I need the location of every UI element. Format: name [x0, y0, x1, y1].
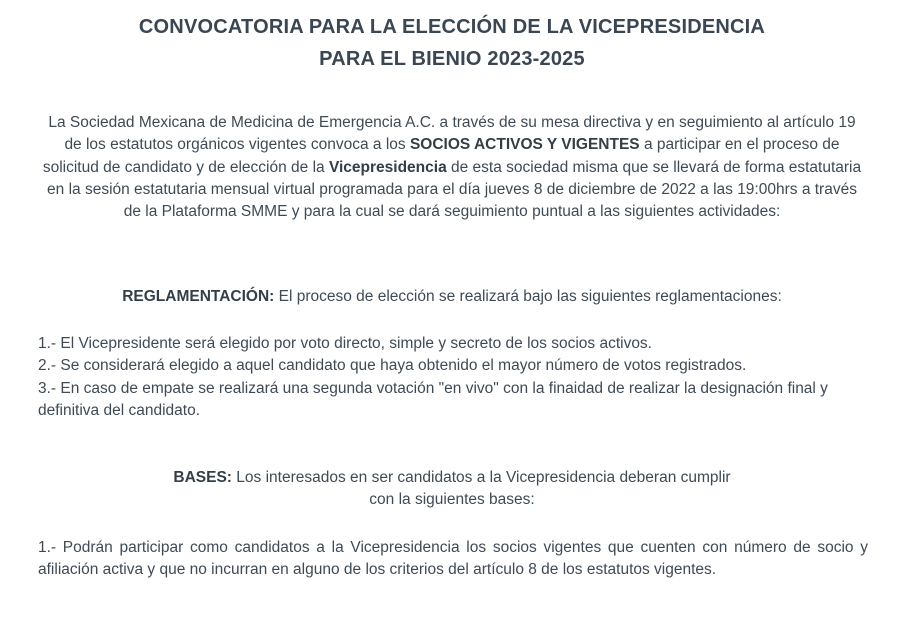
bases-text-line-2: con la siguientes bases: — [369, 491, 535, 509]
intro-paragraph — [40, 112, 864, 223]
list-item: 3.- En caso de empate se realizará una segunda votación "en vivo" con la finaidad de realizar la designación final y definitiva del candidato. — [38, 379, 828, 419]
title-line-1: CONVOCATORIA PARA LA ELECCIÓN DE LA VICEPRESIDENCIA — [138, 16, 766, 38]
list-item: 1.- El Vicepresidente será elegido por voto directo, simple y secreto de los socios activos. — [38, 335, 652, 352]
intro-text-1: La Sociedad Mexicana de Medicina de Emergencia A.C. a través de su mesa directiva y en seguimiento al artículo 19 de los estatutos orgánicos vigentes convoca a los — [48, 114, 856, 154]
bases-label: BASES: — [173, 469, 232, 486]
reglamentacion-list — [38, 333, 868, 422]
list-item: 1.- Podrán participar como candidatos a la Vicepresidencia los socios vigentes que cuenten con número de socio y afiliación activa y que no incurran en alguno de los criterios del artículo 8 de los estatutos vigentes. — [38, 539, 868, 579]
intro-text-3: de esta sociedad misma que se llevará de forma estatutaria en la sesión estatutaria mensual virtual programada para el día jueves 8 de diciembre de 2022 a las 19:00hrs a través de la Plataforma SMME y para la cual se dará seguimiento puntual a las siguientes actividades: — [47, 158, 862, 221]
bases-heading — [0, 467, 904, 512]
reglamentacion-heading — [0, 288, 904, 306]
intro-bold-vicepresidencia: Vicepresidencia — [328, 158, 447, 176]
title-line-2: PARA EL BIENIO 2023-2025 — [319, 48, 585, 70]
intro-text-2: a participar en el proceso de solicitud de candidato y de elección de la — [42, 136, 840, 176]
bases-list — [38, 537, 868, 582]
reglamentacion-text: El proceso de elección se realizará bajo las siguientes reglamentaciones: — [274, 288, 782, 305]
bases-text-line-1: Los interesados en ser candidatos a la Vicepresidencia deberan cumplir — [231, 469, 731, 486]
list-item: 2.- Se considerará elegido a aquel candidato que haya obtenido el mayor número de votos registrados. — [38, 357, 747, 375]
reglamentacion-label: REGLAMENTACIÓN: — [122, 288, 275, 305]
intro-bold-socios: SOCIOS ACTIVOS Y VIGENTES — [409, 136, 640, 154]
